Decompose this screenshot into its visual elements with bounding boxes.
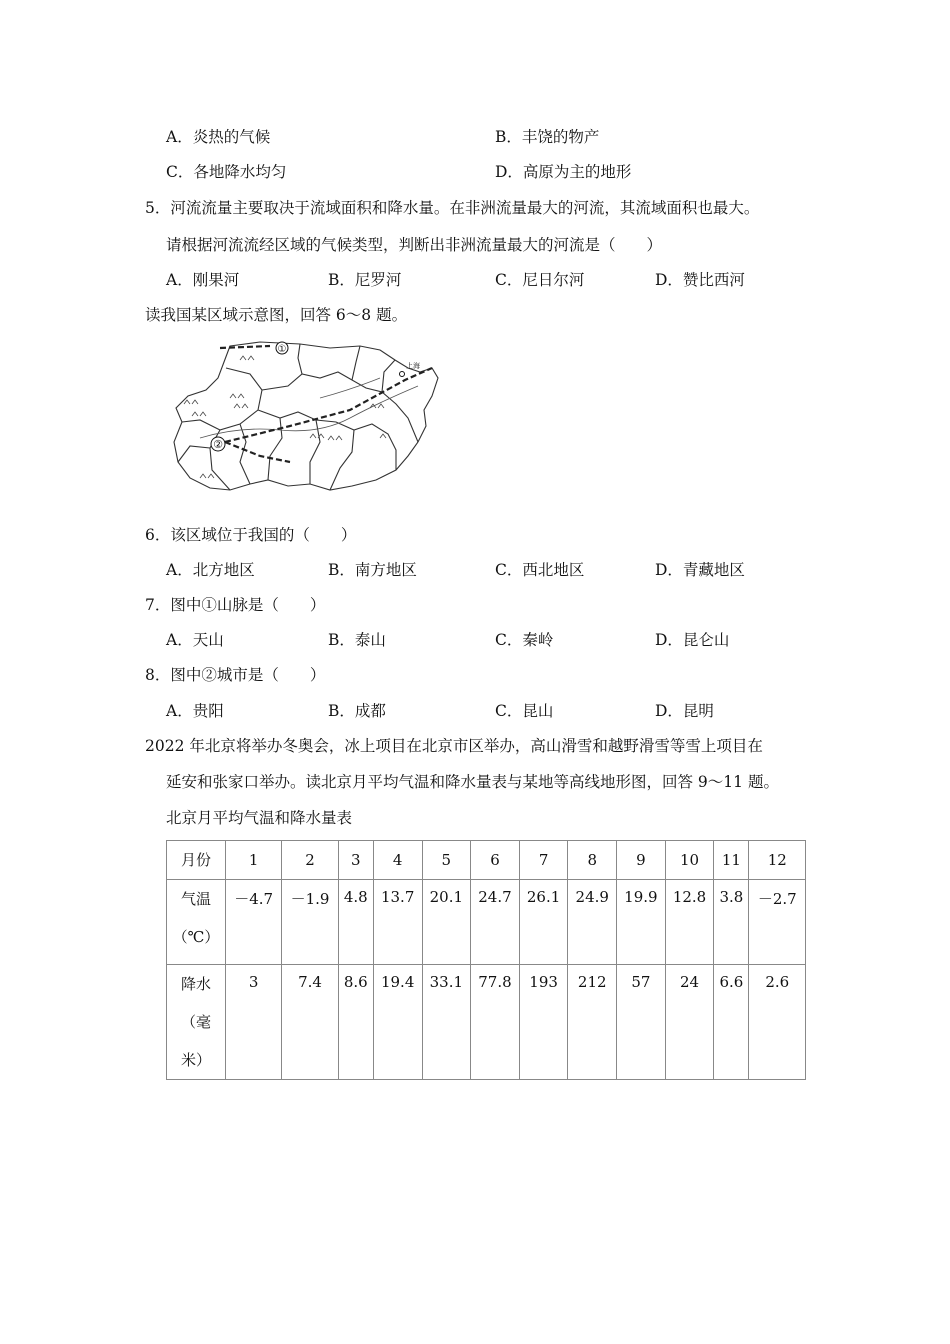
month-cell: 2 [282, 841, 338, 880]
q5-stem-line2: 请根据河流流经区域的气候类型，判断出非洲流量最大的河流是（ ） [166, 236, 663, 254]
temperature-cell: －2.7 [749, 880, 806, 965]
intro-9-11-line1: 2022 年北京将举办冬奥会，冰上项目在北京市区举办，高山滑雪和越野滑雪等雪上项目在 [145, 737, 763, 755]
precipitation-cell: 212 [568, 965, 617, 1080]
q7-stem: 7．图中①山脉是（ ） [145, 596, 326, 614]
q6-option-a: A．北方地区 [166, 561, 255, 579]
temperature-cell: －1.9 [282, 880, 338, 965]
region-map-figure [170, 338, 440, 494]
temperature-cell: 19.9 [617, 880, 666, 965]
month-cell: 1 [226, 841, 282, 880]
map-city-label: 上海 [406, 362, 420, 370]
table-row-precipitation [167, 965, 806, 1080]
q8-option-d: D．昆明 [655, 702, 714, 720]
q6-stem: 6．该区域位于我国的（ ） [145, 526, 357, 544]
precipitation-cell: 57 [617, 965, 666, 1080]
temperature-cell: 3.8 [714, 880, 749, 965]
table-row-temperature [167, 880, 806, 965]
map-marker-1: ① [277, 344, 287, 355]
precipitation-cell: 3 [226, 965, 282, 1080]
temperature-cell: 24.9 [568, 880, 617, 965]
q4-option-d: D．高原为主的地形 [495, 163, 632, 181]
q8-option-c: C．昆山 [495, 702, 554, 720]
precipitation-cell: 7.4 [282, 965, 338, 1080]
q5-option-a: A．刚果河 [166, 271, 240, 289]
month-cell: 10 [665, 841, 714, 880]
month-cell: 12 [749, 841, 806, 880]
q8-option-b: B．成都 [328, 702, 386, 720]
city-dot [400, 372, 405, 377]
month-cell: 5 [422, 841, 471, 880]
temperature-cell: 20.1 [422, 880, 471, 965]
q6-option-c: C．西北地区 [495, 561, 585, 579]
precipitation-label-2: （毫 [180, 1013, 211, 1031]
q4-option-c: C．各地降水均匀 [166, 163, 287, 181]
q4-option-a: A．炎热的气候 [166, 128, 271, 146]
q5-option-c: C．尼日尔河 [495, 271, 585, 289]
q5-option-b: B．尼罗河 [328, 271, 402, 289]
q7-option-c: C．秦岭 [495, 631, 554, 649]
q5-option-d: D．赞比西河 [655, 271, 745, 289]
temperature-cell: －4.7 [226, 880, 282, 965]
temperature-cell: 4.8 [338, 880, 373, 965]
month-cell: 9 [617, 841, 666, 880]
temperature-cell: 26.1 [519, 880, 568, 965]
precipitation-cell: 2.6 [749, 965, 806, 1080]
precipitation-label-1: 降水 [180, 975, 211, 993]
q8-stem: 8．图中②城市是（ ） [145, 666, 326, 684]
q5-stem-line1: 5．河流流量主要取决于流域面积和降水量。在非洲流量最大的河流，其流域面积也最大。 [145, 199, 760, 217]
q6-option-d: D．青藏地区 [655, 561, 745, 579]
precipitation-cell: 6.6 [714, 965, 749, 1080]
precipitation-cell: 24 [665, 965, 714, 1080]
precipitation-cell: 77.8 [471, 965, 520, 1080]
month-cell: 4 [373, 841, 422, 880]
q7-option-d: D．昆仑山 [655, 631, 730, 649]
header-label-cell: 月份 [167, 841, 226, 880]
temperature-cell: 24.7 [471, 880, 520, 965]
month-cell: 6 [471, 841, 520, 880]
q7-option-a: A．天山 [166, 631, 224, 649]
q7-option-b: B．泰山 [328, 631, 386, 649]
q6-option-b: B．南方地区 [328, 561, 417, 579]
precipitation-label-cell [167, 965, 226, 1080]
month-cell: 7 [519, 841, 568, 880]
map-marker-2: ② [213, 438, 223, 451]
intro-9-11-line2: 延安和张家口举办。读北京月平均气温和降水量表与某地等高线地形图，回答 9～11 题。 [166, 773, 779, 791]
q4-option-b: B．丰饶的物产 [495, 128, 600, 146]
climate-table [166, 840, 806, 1080]
precipitation-cell: 8.6 [338, 965, 373, 1080]
temperature-cell: 12.8 [665, 880, 714, 965]
precipitation-label-3: 米） [180, 1051, 211, 1069]
month-cell: 8 [568, 841, 617, 880]
table-caption: 北京月平均气温和降水量表 [166, 809, 353, 827]
precipitation-cell: 193 [519, 965, 568, 1080]
precipitation-cell: 19.4 [373, 965, 422, 1080]
temperature-label-1: 气温 [180, 890, 211, 908]
temperature-cell: 13.7 [373, 880, 422, 965]
temperature-label-2: （℃） [172, 928, 220, 946]
q8-option-a: A．贵阳 [166, 702, 224, 720]
table-row-months [167, 841, 806, 880]
temperature-label-cell [167, 880, 226, 965]
precipitation-cell: 33.1 [422, 965, 471, 1080]
month-cell: 11 [714, 841, 749, 880]
month-cell: 3 [338, 841, 373, 880]
intro-6-8: 读我国某区域示意图，回答 6～8 题。 [145, 306, 408, 324]
